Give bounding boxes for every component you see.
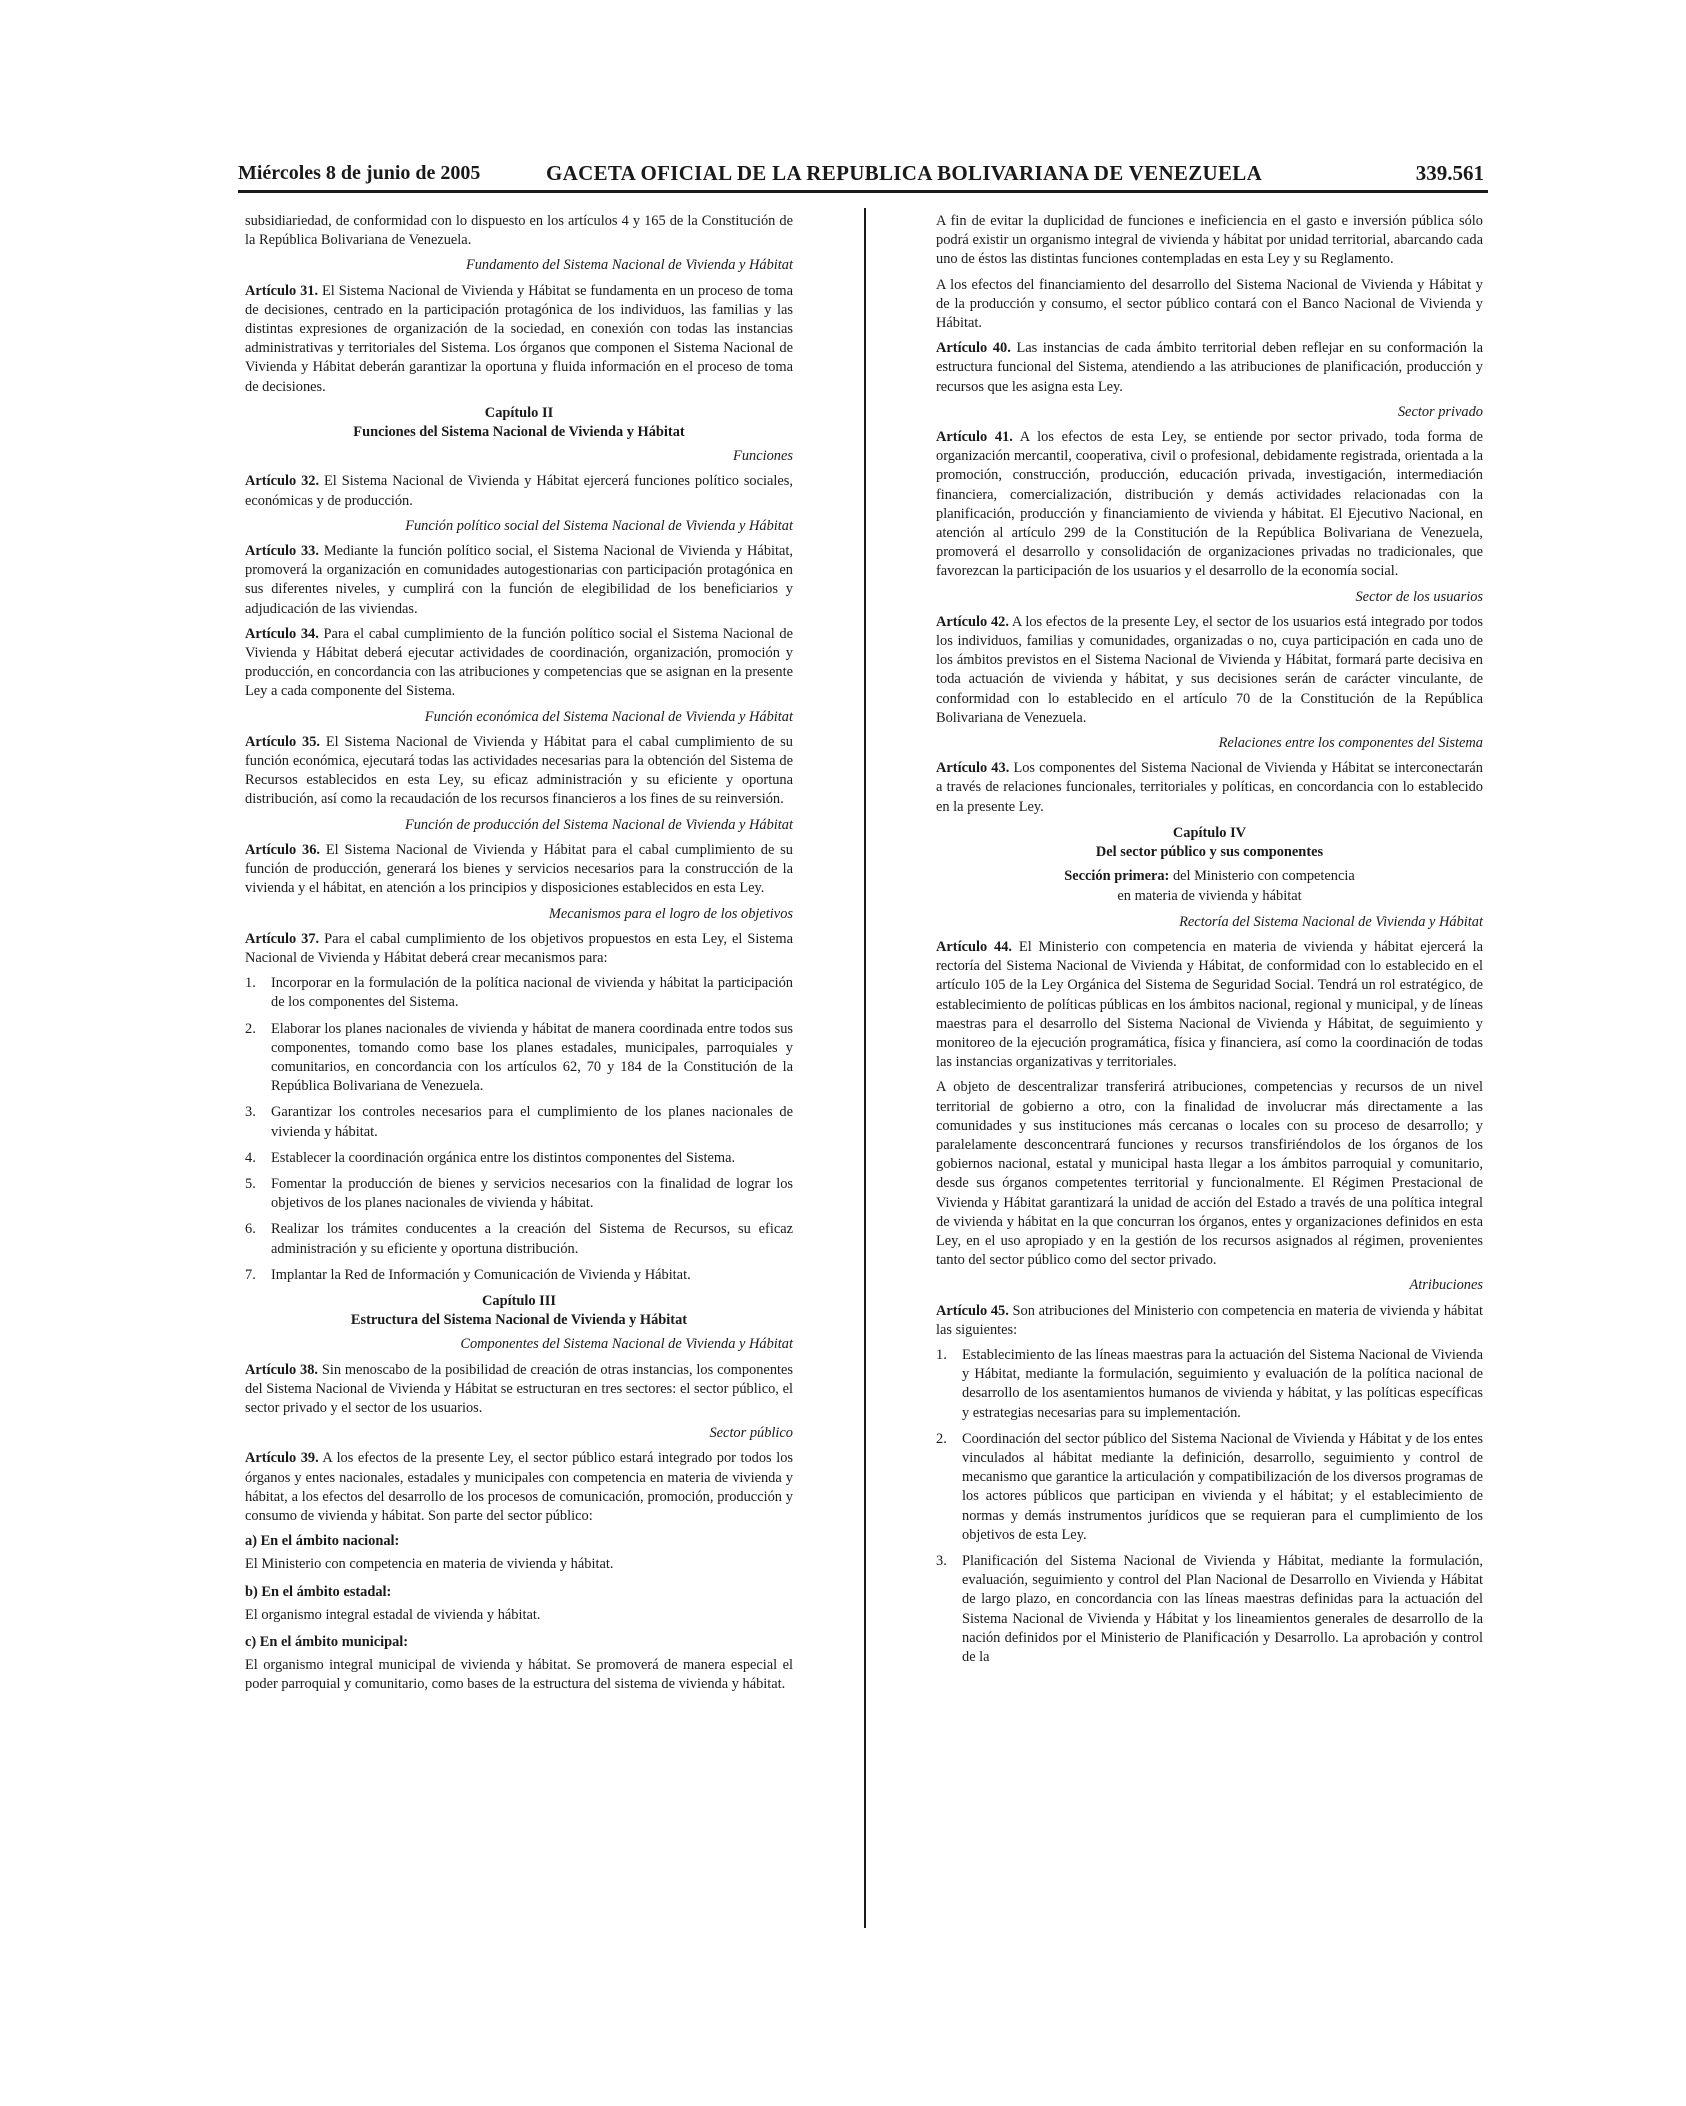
paragraph bbox=[245, 930, 793, 968]
paragraph bbox=[936, 212, 1483, 270]
level-text: El organismo integral estadal de vivienda y hábitat. bbox=[245, 1606, 541, 1623]
paragraph bbox=[936, 276, 1483, 334]
article-number: Artículo 45. bbox=[936, 1302, 1009, 1319]
section-subtitle: Funciones bbox=[733, 448, 793, 465]
left-column bbox=[245, 212, 793, 1703]
chapter-heading bbox=[245, 1292, 793, 1330]
left-text-block-2 bbox=[245, 1292, 793, 1526]
paragraph bbox=[936, 1302, 1483, 1340]
article-number: Artículo 44. bbox=[936, 938, 1013, 955]
paragraph bbox=[245, 1449, 793, 1526]
list-item bbox=[245, 1266, 793, 1285]
paragraph-text: Para el cabal cumplimiento de los objetivos propuestos en esta Ley, el Sistema Nacional de Vivienda y Hábitat deberá crear mecanismos para: bbox=[245, 930, 793, 966]
level-heading: b) En el ámbito estadal: bbox=[245, 1583, 392, 1600]
paragraph-text: A fin de evitar la duplicidad de funciones e ineficiencia en el gasto e inversión pública sólo podrá existir un organismo integral de vivienda y hábitat por unidad territorial, abarcando cada uno de éstos las distintas funciones contempladas en esta Ley y su Reglamento. bbox=[936, 213, 1483, 268]
article-39-items bbox=[245, 1532, 793, 1694]
list-item-text: Elaborar los planes nacionales de vivienda y hábitat de manera coordinada entre todos sus componentes, tomando como base los planes estadales, municipales, parroquiales y comunitarios, en concordancia con los artículos 62, 70 y 184 de la Constitución de la República Bolivariana de Venezuela. bbox=[271, 1020, 793, 1095]
paragraph-text: Las instancias de cada ámbito territorial deben reflejar en su conformación la estructura funcional del Sistema, atendiendo a las atribuciones de planificación, producción y recursos que les asigna esta Ley. bbox=[936, 340, 1483, 395]
section-subtitle: Función de producción del Sistema Nacional de Vivienda y Hábitat bbox=[404, 816, 793, 833]
paragraph-text: El Sistema Nacional de Vivienda y Hábitat se fundamenta en un proceso de toma de decisiones, centrado en la participación protagónica de los individuos, las familias y las distintas expresiones de organización de la sociedad, en conexión con todas las instancias administrativas y territoriales del Sistema. Los órganos que componen el Sistema Nacional de Vivienda y Hábitat deberán garantizar la oportuna y fluida información en el proceso de toma de decisiones. bbox=[245, 282, 793, 395]
list-item-text: Establecimiento de las líneas maestras para la actuación del Sistema Nacional de Vivienda y Hábitat, mediante la formulación, seguimiento y evaluación de la política nacional de desarrollo de los asentamientos humanos de vivienda y hábitat, y las políticas específicas y estrategias necesarias para su implementación. bbox=[962, 1346, 1483, 1421]
list-item-number: 5. bbox=[245, 1175, 256, 1192]
level-text: El organismo integral municipal de vivienda y hábitat. Se promoverá de manera especial el poder parroquial y comunitario, como bases de la estructura del sistema de vivienda y hábitat. bbox=[245, 1657, 793, 1693]
article-37-list bbox=[245, 974, 793, 1285]
section-heading-line bbox=[936, 867, 1483, 886]
section-subtitle: Rectoría del Sistema Nacional de Vivienda y Hábitat bbox=[1179, 913, 1483, 930]
list-item bbox=[245, 1103, 793, 1141]
paragraph bbox=[245, 841, 793, 899]
paragraph-text: El Sistema Nacional de Vivienda y Hábitat para el cabal cumplimiento de su función de producción, generará los bienes y servicios necesarios para la construcción de la vivienda y el hábitat, en atención a los principios y disposiciones establecidos en esta Ley. bbox=[245, 841, 793, 897]
header-date: Miércoles 8 de junio de 2005 bbox=[238, 162, 481, 184]
paragraph-text: Son atribuciones del Ministerio con competencia en materia de vivienda y hábitat las siguientes: bbox=[936, 1302, 1483, 1338]
header-title: GACETA OFICIAL DE LA REPUBLICA BOLIVARIANA DE VENEZUELA bbox=[546, 161, 1263, 185]
article-number: Artículo 34. bbox=[245, 625, 319, 642]
paragraph-text: Los componentes del Sistema Nacional de Vivienda y Hábitat se interconectarán a través de relaciones funcionales, territoriales y políticas, en concordancia con lo establecido en la presente Ley. bbox=[936, 760, 1483, 815]
chapter-heading bbox=[245, 404, 793, 442]
section-subtitle: Relaciones entre los componentes del Sistema bbox=[1218, 735, 1483, 752]
list-item-number: 6. bbox=[245, 1221, 256, 1238]
article-number: Artículo 36. bbox=[245, 841, 320, 858]
section-subtitle: Función económica del Sistema Nacional de Vivienda y Hábitat bbox=[424, 708, 793, 725]
chapter-title: Estructura del Sistema Nacional de Vivienda y Hábitat bbox=[350, 1312, 688, 1329]
list-item-text: Establecer la coordinación orgánica entre los distintos componentes del Sistema. bbox=[271, 1149, 736, 1166]
list-item-number: 3. bbox=[936, 1553, 947, 1569]
article-number: Artículo 40. bbox=[936, 340, 1011, 357]
level-heading: c) En el ámbito municipal: bbox=[245, 1634, 409, 1650]
list-item-text: Incorporar en la formulación de la política nacional de vivienda y hábitat la participación de los componentes del Sistema. bbox=[271, 975, 793, 1011]
chapter-title: Del sector público y sus componentes bbox=[1095, 844, 1324, 861]
list-item bbox=[245, 1175, 793, 1213]
paragraph-text: A los efectos de esta Ley, se entiende por sector privado, toda forma de organización mercantil, cooperativa, civil o profesional, debidamente registrada, orientada a la promoción, construcción, producción, educación privada, investigación, intermediación financiera, comercialización, distribución y demás actividades relacionadas con la planificación, producción y financiamiento de vivienda y hábitat. El Ejecutivo Nacional, en atención al artículo 299 de la Constitución de la República Bolivariana de Venezuela, promoverá el desarrollo y consolidación de organizaciones privadas no tradicionales, que favorezcan la participación de los usuarios y el desarrollo de la economía social. bbox=[936, 429, 1483, 580]
list-item-text: Garantizar los controles necesarios para el cumplimiento de los planes nacionales de vivienda y hábitat. bbox=[271, 1104, 793, 1140]
paragraph bbox=[245, 625, 793, 702]
list-item bbox=[245, 1020, 793, 1097]
paragraph bbox=[936, 613, 1483, 728]
list-item-text: Coordinación del sector público del Sistema Nacional de Vivienda y Hábitat y de los entes vinculados al hábitat mediante la definición, desarrollo, seguimiento y control de mecanismo que garantice la articulación y compatibilización de los diversos programas de los actores públicos que participan en vivienda y el hábitat; y el establecimiento de normas y demás instrumentos jurídicos que se requieran para el cumplimiento de los objetivos de esta Ley. bbox=[962, 1430, 1483, 1543]
list-item bbox=[245, 1220, 793, 1258]
paragraph-text: El Sistema Nacional de Vivienda y Hábitat para el cabal cumplimiento de su función económica, ejecutará todas las actividades necesarias para la obtención del Sistema de Recursos establecidos en esta Ley, su eficaz administración y su eficiente y oportuna distribución, así como la recaudación de los recursos financieros a los fines de su reinversión. bbox=[245, 733, 793, 808]
left-text-block-1 bbox=[245, 212, 793, 968]
paragraph bbox=[936, 1078, 1483, 1270]
chapter-title: Funciones del Sistema Nacional de Vivienda y Hábitat bbox=[353, 424, 685, 441]
paragraph-text: Mediante la función político social, el Sistema Nacional de Vivienda y Hábitat, promoverá la organización en comunidades autogestionarias con participación protagónica en sus diferentes niveles, y cumplirá con la función de elegibilidad de los beneficiarios y adjudicación de las viviendas. bbox=[245, 543, 793, 617]
page-header bbox=[238, 160, 1488, 193]
article-number: Artículo 31. bbox=[245, 282, 319, 299]
section-subtitle: Fundamento del Sistema Nacional de Vivienda y Hábitat bbox=[465, 257, 793, 274]
article-45-list bbox=[936, 1346, 1483, 1667]
paragraph-text: A los efectos de la presente Ley, el sector público estará integrado por todos los órganos y entes nacionales, estadales y municipales con competencia en materia de vivienda y hábitat, a los efectos del desarrollo de los procesos de comunicación, promoción, producción y consumo de vivienda y hábitat. Son parte del sector público: bbox=[245, 1450, 793, 1524]
section-subtitle: Componentes del Sistema Nacional de Vivienda y Hábitat bbox=[460, 1336, 793, 1353]
list-item-number: 7. bbox=[245, 1266, 256, 1283]
paragraph bbox=[245, 733, 793, 810]
article-number: Artículo 42. bbox=[936, 613, 1009, 630]
list-item bbox=[936, 1346, 1483, 1423]
section-subtitle: Mecanismos para el logro de los objetivos bbox=[548, 905, 793, 922]
section-heading bbox=[936, 867, 1483, 905]
list-item bbox=[936, 1430, 1483, 1545]
right-text-block-1 bbox=[936, 212, 1483, 1340]
paragraph-text: Para el cabal cumplimiento de la función político social el Sistema Nacional de Vivienda y Hábitat deberá ejecutar actividades de coordinación, organización, promoción y producción, en concordancia con las atribuciones y competencias que se asignan en la presente Ley a cada componente del Sistema. bbox=[245, 625, 794, 700]
article-number: Artículo 35. bbox=[245, 733, 320, 750]
paragraph-text: A objeto de descentralizar transferirá atribuciones, competencias y recursos de un nivel territorial de gobierno a otro, con la finalidad de involucrar más directamente a las comunidades y sus instituciones más cercanas o locales con su proceso de desarrollo; y paralelamente desconcentrará funciones y recursos transfiriéndolos de los órganos de los gobiernos nacional, estatal y municipal hasta llegar a los ámbitos parroquial y comunitario, desde sus órganos competentes territorial y funcionalmente. El Régimen Prestacional de Vivienda y Hábitat garantizará la unidad de acción del Estado a través de una política integral de vivienda y hábitat en la que concurran los órganos, entes y organizaciones definidos en esta Ley, en el uso apropiado y en la gestión de los recursos asignados al régimen, provenientes tanto del sector público como del sector privado. bbox=[936, 1079, 1483, 1269]
list-item-text: Planificación del Sistema Nacional de Vivienda y Hábitat, mediante la formulación, evaluación, seguimiento y control del Plan Nacional de Desarrollo en Vivienda y Hábitat de largo plazo, en concordancia con las líneas maestras definidas para la actuación del Sistema Nacional de Vivienda y Hábitat y los lineamientos generales de desarrollo de la nación definidos por el Ministerio de Planificación y Desarrollo. La aprobación y control de la bbox=[962, 1553, 1483, 1666]
paragraph-text: A los efectos de la presente Ley, el sector de los usuarios está integrado por todos los individuos, familias y comunidades, organizadas o no, cuya participación en cada uno de los ámbitos previstos en el Sistema Nacional de Vivienda y Hábitat, formará parte decisiva en toda actuación de vivienda y hábitat, y sus decisiones serán de carácter vinculante, de conformidad con lo establecido en el artículo 70 de la Constitución de la República Bolivariana de Venezuela. bbox=[936, 613, 1483, 726]
paragraph bbox=[936, 759, 1483, 817]
list-item-number: 2. bbox=[245, 1020, 256, 1037]
section-subtitle: Función político social del Sistema Nacional de Vivienda y Hábitat bbox=[405, 517, 793, 534]
article-number: Artículo 32. bbox=[245, 473, 320, 490]
paragraph bbox=[245, 1361, 793, 1419]
level-text: El Ministerio con competencia en materia de vivienda y hábitat. bbox=[245, 1556, 614, 1573]
chapter-number: Capítulo III bbox=[482, 1292, 556, 1309]
list-item bbox=[245, 974, 793, 1012]
chapter-number: Capítulo II bbox=[484, 404, 554, 421]
list-item-number: 3. bbox=[245, 1104, 256, 1121]
article-number: Artículo 43. bbox=[936, 760, 1010, 777]
paragraph bbox=[245, 212, 793, 250]
list-item bbox=[245, 1149, 793, 1168]
list-item bbox=[936, 1552, 1483, 1667]
column-divider bbox=[864, 208, 866, 1928]
list-item-number: 2. bbox=[936, 1430, 947, 1447]
chapter-number: Capítulo IV bbox=[1172, 824, 1247, 841]
paragraph-text: El Ministerio con competencia en materia de vivienda y hábitat ejercerá la rectoría del Sistema Nacional de Vivienda y Hábitat, de conformidad con lo establecido en el artículo 105 de la Ley Orgánica del Sistema de Seguridad Social. Tendrá un rol estratégico, de establecimiento de políticas públicas en los ámbitos nacional, regional y municipal, y de líneas maestras para el desarrollo del Sistema Nacional de Vivienda y Hábitat, de seguimiento y monitoreo de la ejecución programática, física y financiera, así como la coordinación de todas las instancias organizativas y territoriales. bbox=[936, 938, 1483, 1071]
section-subtitle: Sector privado bbox=[1397, 403, 1483, 420]
chapter-heading bbox=[936, 824, 1483, 862]
section-subtitle: Atribuciones bbox=[1409, 1277, 1483, 1294]
paragraph bbox=[936, 428, 1483, 582]
article-number: Artículo 39. bbox=[245, 1450, 319, 1467]
paragraph bbox=[936, 339, 1483, 397]
right-column bbox=[936, 212, 1483, 1674]
paragraph-text: A los efectos del financiamiento del desarrollo del Sistema Nacional de Vivienda y Hábitat y de la producción y consumo, el sector público contará con el Banco Nacional de Vivienda y Hábitat. bbox=[936, 276, 1483, 332]
article-number: Artículo 38. bbox=[245, 1361, 318, 1378]
article-number: Artículo 33. bbox=[245, 543, 319, 560]
section-subtitle: Sector público bbox=[709, 1425, 793, 1442]
header-page-number: 339.561 bbox=[1415, 161, 1484, 185]
list-item-text: Implantar la Red de Información y Comunicación de Vivienda y Hábitat. bbox=[271, 1266, 691, 1283]
paragraph bbox=[245, 282, 793, 397]
article-number: Artículo 41. bbox=[936, 429, 1013, 446]
list-item-number: 1. bbox=[245, 975, 256, 992]
paragraph bbox=[936, 938, 1483, 1072]
paragraph bbox=[245, 472, 793, 510]
paragraph-text: El Sistema Nacional de Vivienda y Hábitat ejercerá funciones político sociales, económicas y de producción. bbox=[245, 473, 793, 509]
level-heading: a) En el ámbito nacional: bbox=[245, 1533, 400, 1550]
paragraph-text: subsidiariedad, de conformidad con lo dispuesto en los artículos 4 y 165 de la Constitución de la República Bolivariana de Venezuela. bbox=[245, 213, 793, 249]
list-item-text: Realizar los trámites conducentes a la creación del Sistema de Recursos, su eficaz administración y su eficiente y oportuna distribución. bbox=[271, 1221, 793, 1257]
list-item-text: Fomentar la producción de bienes y servicios necesarios con la finalidad de lograr los objetivos de los planes nacionales de vivienda y hábitat. bbox=[271, 1175, 793, 1212]
list-item-number: 1. bbox=[936, 1346, 947, 1363]
section-label: Sección primera: bbox=[1064, 868, 1170, 885]
paragraph bbox=[245, 542, 793, 619]
article-number: Artículo 37. bbox=[245, 930, 320, 947]
list-item-number: 4. bbox=[245, 1149, 256, 1166]
section-title-2: en materia de vivienda y hábitat bbox=[1117, 887, 1302, 904]
paragraph-text: Sin menoscabo de la posibilidad de creación de otras instancias, los componentes del Sistema Nacional de Vivienda y Hábitat se estructuran en tres sectores: el sector público, el sector privado y el sector de los usuarios. bbox=[245, 1361, 793, 1416]
section-subtitle: Sector de los usuarios bbox=[1355, 588, 1483, 605]
section-title-1: del Ministerio con competencia bbox=[1169, 868, 1355, 885]
